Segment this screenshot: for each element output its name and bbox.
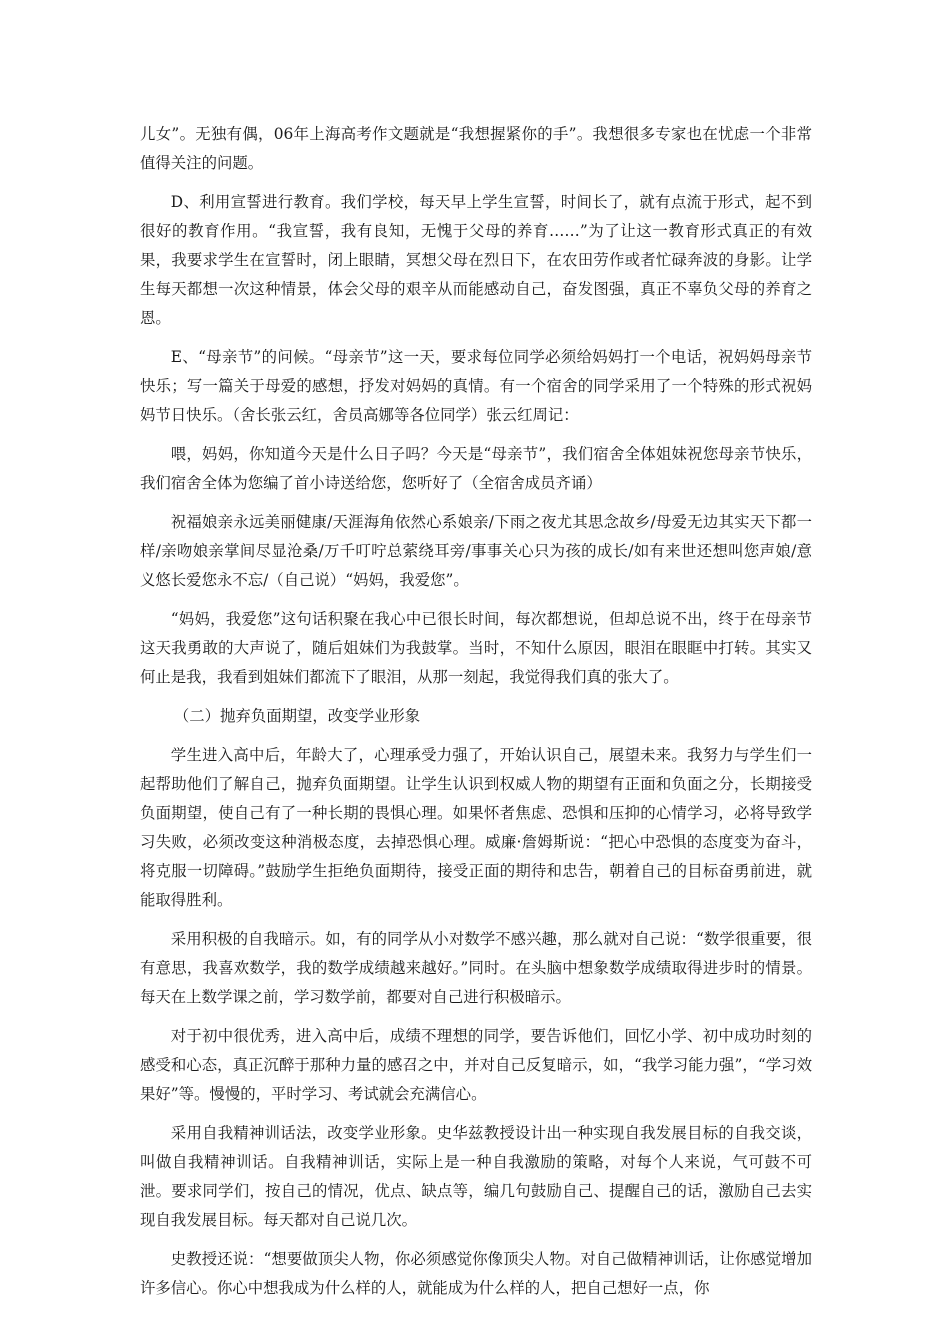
paragraph-phone-call: 喂，妈妈，你知道今天是什么日子吗？今天是“母亲节”，我们宿舍全体姐妹祝您母亲节快乐，我们宿舍全体为您编了首小诗送给您，您听好了（全宿舍成员齐诵） bbox=[140, 445, 812, 492]
paragraph-section-d: D、利用宣誓进行教育。我们学校，每天早上学生宣誓，时间长了，就有点流于形式，起不到很好的教育作用。“我宣誓，我有良知，无愧于父母的养育……”为了让这一教育形式真正的有效果，我要求学生在宣誓时，闭上眼睛，冥想父母在烈日下，在农田劳作或者忙碌奔波的身影。让学生每天都想一次这种情景，体会父母的艰辛从而能感动自己，奋发图强，真正不辜负父母的养育之恩。 bbox=[140, 193, 812, 327]
paragraph-i-love-you: “妈妈，我爱您”这句话积聚在我心中已很长时间，每次都想说，但却总说不出，终于在母亲节这天我勇敢的大声说了，随后姐妹们为我鼓掌。当时，不知什么原因，眼泪在眼眶中打转。其实又何止是我，我看到姐妹们都流下了眼泪，从那一刻起，我觉得我们真的张大了。 bbox=[140, 610, 812, 686]
section-heading: （二）抛弃负面期望，改变学业形象 bbox=[173, 707, 421, 725]
paragraph-junior-high: 对于初中很优秀，进入高中后，成绩不理想的同学，要告诉他们，回忆小学、初中成功时刻的感受和心态，真正沉醉于那种力量的感召之中，并对自己反复暗示，如，“我学习能力强”，“学习效果好”等。慢慢的，平时学习、考试就会充满信心。 bbox=[140, 1027, 812, 1103]
paragraph-professor-quote: 史教授还说：“想要做顶尖人物，你必须感觉你像顶尖人物。对自己做精神训话，让你感觉增加许多信心。你心中想我成为什么样的人，就能成为什么样的人，把自己想好一点，你 bbox=[140, 1250, 812, 1297]
paragraph-continuation: 儿女”。无独有偶，06年上海高考作文题就是“我想握紧你的手”。我想很多专家也在忧虑一个非常值得关注的问题。 bbox=[140, 125, 812, 172]
document-body bbox=[140, 120, 812, 1313]
paragraph-poem: 祝福娘亲永远美丽健康/天涯海角依然心系娘亲/下雨之夜尤其思念故乡/母爱无边其实天下都一样/亲吻娘亲掌间尽显沧桑/万千叮咛总萦绕耳旁/事事关心只为孩的成长/如有来世还想叫您声娘/意义悠长爱您永不忘/（自己说）“妈妈，我爱您”。 bbox=[140, 513, 812, 589]
paragraph-section-e: E、“母亲节”的问候。“母亲节”这一天，要求每位同学必须给妈妈打一个电话，祝妈妈母亲节快乐；写一篇关于母爱的感想，抒发对妈妈的真情。有一个宿舍的同学采用了一个特殊的形式祝妈妈节日快乐。（舍长张云红，舍员高娜等各位同学）张云红周记： bbox=[140, 348, 812, 424]
paragraph-negative-expectations: 学生进入高中后，年龄大了，心理承受力强了，开始认识自己，展望未来。我努力与学生们一起帮助他们了解自己，抛弃负面期望。让学生认识到权威人物的期望有正面和负面之分，长期接受负面期望，使自己有了一种长期的畏惧心理。如果怀者焦虑、恐惧和压抑的心情学习，必将导致学习失败，必须改变这种消极态度，去掉恐惧心理。威廉·詹姆斯说：“把心中恐惧的态度变为奋斗，将克服一切障碍。”鼓励学生拒绝负面期待，接受正面的期待和忠告，朝着自己的目标奋勇前进，就能取得胜利。 bbox=[140, 746, 812, 909]
paragraph-self-talk: 采用自我精神训话法，改变学业形象。史华兹教授设计出一种实现自我发展目标的自我交谈，叫做自我精神训话。自我精神训话，实际上是一种自我激励的策略，对每个人来说，气可鼓不可泄。要求同学们，按自己的情况，优点、缺点等，编几句鼓励自己、提醒自己的话，激励自己去实现自我发展目标。每天都对自己说几次。 bbox=[140, 1124, 812, 1229]
paragraph-self-suggestion: 采用积极的自我暗示。如，有的同学从小对数学不感兴趣，那么就对自己说：“数学很重要，很有意思，我喜欢数学，我的数学成绩越来越好。”同时。在头脑中想象数学成绩取得进步时的情景。每天在上数学课之前，学习数学前，都要对自己进行积极暗示。 bbox=[140, 930, 812, 1006]
